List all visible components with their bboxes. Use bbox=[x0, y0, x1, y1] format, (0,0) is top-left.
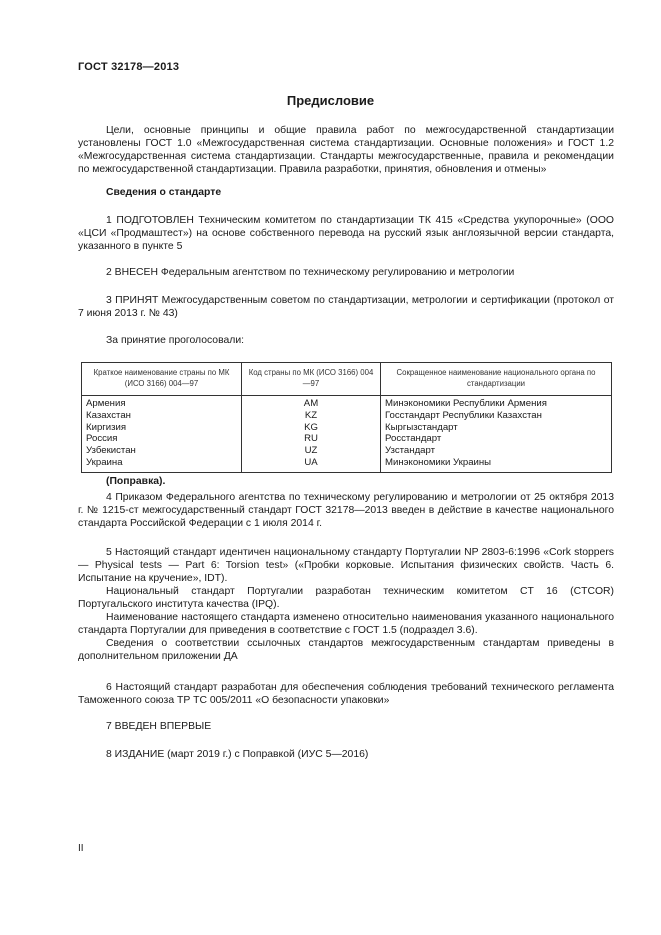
item-5-references: Сведения о соответствии ссылочных стандартов межгосударственным стандартам приведены в дополнительном приложении ДА bbox=[78, 638, 614, 662]
voted-label: За принятие проголосовали: bbox=[106, 335, 245, 346]
table-cell: UZ bbox=[304, 445, 318, 457]
table-header-country: Краткое наименование страны по МК (ИСО 3166) 004—97 bbox=[82, 363, 242, 396]
item-3-text: 3 ПРИНЯТ Межгосударственным советом по стандартизации, метрологии и сертификации (протокол от 7 июня 2013 г. № 43) bbox=[78, 295, 614, 319]
table-cell: Минэкономики Республики Армения bbox=[385, 398, 547, 409]
document-id: ГОСТ 32178—2013 bbox=[78, 61, 180, 73]
item-2 bbox=[78, 266, 614, 279]
table-row bbox=[82, 396, 612, 473]
table-cell: Киргизия bbox=[86, 421, 127, 433]
item-1-text: 1 ПОДГОТОВЛЕН Техническим комитетом по стандартизации ТК 415 «Средства укупорочные» (ООО «ЦСИ «Продмаштест») на основе собственного перевода на русский язык англоязычной версии стандарта, указанного в пункте 5 bbox=[78, 215, 614, 252]
table-cell: Армения bbox=[86, 398, 126, 409]
intro-paragraph bbox=[78, 124, 614, 176]
item-2-text: 2 ВНЕСЕН Федеральным агентством по техническому регулированию и метрологии bbox=[106, 267, 515, 278]
table-header-code: Код страны по МК (ИСО 3166) 004—97 bbox=[242, 363, 381, 396]
voting-table bbox=[81, 362, 612, 473]
table-cell: KZ bbox=[304, 409, 318, 421]
item-5-text: 5 Настоящий стандарт идентичен национальному стандарту Португалии NP 2803-6:1996 «Cork stoppers — Physical tests — Part 6: Torsion test» («Пробки корковые. Испытания физических свойств. Часть 6. Испытание на кручение», IDT). bbox=[78, 547, 614, 584]
table-cell: RU bbox=[304, 433, 318, 445]
item-4 bbox=[78, 491, 614, 530]
item-1 bbox=[78, 214, 614, 253]
page-number: II bbox=[78, 843, 84, 854]
item-6-text: 6 Настоящий стандарт разработан для обеспечения соблюдения требований технического регламента Таможенного союза ТР ТС 005/2011 «О безопасности упаковки» bbox=[78, 682, 614, 706]
table-cell: Узстандарт bbox=[385, 445, 436, 457]
item-6 bbox=[78, 681, 614, 707]
table-cell: Росстандарт bbox=[385, 433, 442, 445]
table-countries bbox=[82, 396, 242, 473]
intro-text: Цели, основные принципы и общие правила работ по межгосударственной стандартизации установлены ГОСТ 1.0 «Межгосударственная система стандартизации. Основные положения» и ГОСТ 1.2 «Межгосударственная система стандартизации. Стандарты межгосударственные, правила и рекомендации по межгосударственной стандартизации. Правила разработки, принятия, обновления и отмены» bbox=[78, 125, 614, 175]
table-cell: Казахстан bbox=[86, 409, 131, 421]
item-5 bbox=[78, 546, 614, 663]
item-7: 7 ВВЕДЕН ВПЕРВЫЕ bbox=[106, 721, 212, 732]
table-cell: Минэкономики Украины bbox=[385, 456, 492, 468]
table-cell: Россия bbox=[86, 433, 118, 445]
table-cell: KG bbox=[304, 421, 318, 433]
item-8: 8 ИЗДАНИЕ (март 2019 г.) с Поправкой (ИУС 5—2016) bbox=[106, 749, 369, 760]
table-header-row bbox=[82, 363, 612, 396]
section-heading: Сведения о стандарте bbox=[106, 187, 222, 198]
item-4-text: 4 Приказом Федерального агентства по техническому регулированию и метрологии от 25 октября 2013 г. № 1215-ст межгосударственный стандарт ГОСТ 32178—2013 введен в действие в качестве национального стандарта Российской Федерации с 1 июля 2014 г. bbox=[78, 492, 614, 529]
table-cell: Госстандарт Республики Казахстан bbox=[385, 409, 542, 421]
table-codes bbox=[242, 396, 381, 473]
table-cell: UA bbox=[304, 456, 318, 468]
table-cell: AM bbox=[303, 398, 319, 409]
table-bodies bbox=[381, 396, 612, 473]
item-3 bbox=[78, 294, 614, 320]
table-header-body: Сокращенное наименование национального органа по стандартизации bbox=[381, 363, 612, 396]
page-title: Предисловие bbox=[286, 93, 375, 108]
table-cell: Узбекистан bbox=[86, 445, 136, 457]
correction-note: (Поправка). bbox=[106, 476, 166, 487]
table-cell: Кыргызстандарт bbox=[385, 421, 458, 433]
item-5-title-change: Наименование настоящего стандарта изменено относительно наименования указанного национального стандарта Португалии для приведения в соответствие с ГОСТ 1.5 (подраздел 3.6). bbox=[78, 612, 614, 636]
table-cell: Украина bbox=[86, 456, 123, 468]
item-5-origin: Национальный стандарт Португалии разработан техническим комитетом CT 16 (CTCOR) Португальского института качества (IPQ). bbox=[78, 586, 614, 610]
